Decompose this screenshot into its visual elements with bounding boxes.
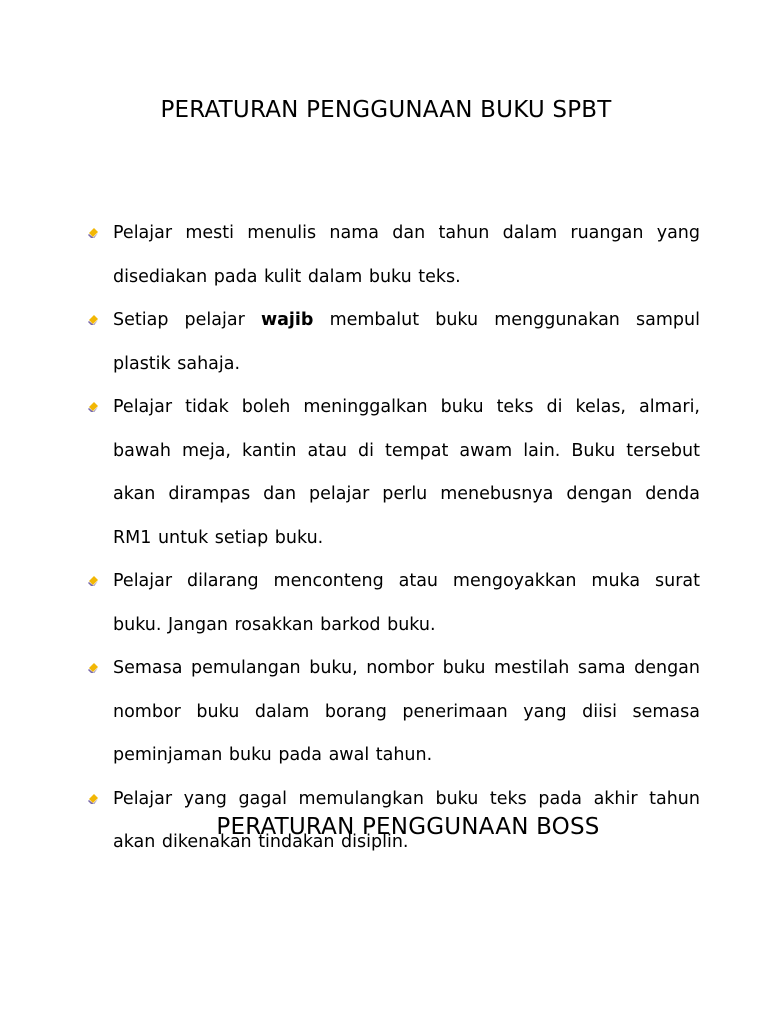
bullet-diamond-icon	[87, 793, 99, 805]
bullet-diamond-icon	[87, 401, 99, 413]
bullet-diamond-icon	[87, 662, 99, 674]
rule-text: Pelajar mesti menulis nama dan tahun dalam ruangan yang disediakan pada kulit dalam buku teks.	[113, 223, 700, 287]
rule-text-after: membalut buku menggunakan sampul plastik sahaja.	[113, 310, 700, 374]
section-title: PERATURAN PENGGUNAAN BOSS	[216, 814, 600, 840]
list-item	[113, 386, 700, 560]
list-item	[113, 647, 700, 778]
page-title: PERATURAN PENGGUNAAN BUKU SPBT	[160, 97, 612, 123]
rules-list	[113, 212, 700, 865]
rule-text: Pelajar tidak boleh meninggalkan buku teks di kelas, almari, bawah meja, kantin atau di tempat awam lain. Buku tersebut akan dirampas dan pelajar perlu menebusnya dengan denda RM1 untuk setiap buku.	[113, 397, 700, 548]
rule-text-before: Setiap pelajar	[113, 310, 261, 330]
list-item	[113, 299, 700, 386]
rule-text: Semasa pemulangan buku, nombor buku mestilah sama dengan nombor buku dalam borang penerimaan yang diisi semasa peminjaman buku pada awal tahun.	[113, 658, 700, 765]
list-item	[113, 212, 700, 299]
list-item	[113, 560, 700, 647]
bullet-diamond-icon	[87, 314, 99, 326]
rule-text: Pelajar dilarang menconteng atau mengoyakkan muka surat buku. Jangan rosakkan barkod buku.	[113, 571, 700, 635]
bullet-diamond-icon	[87, 575, 99, 587]
rule-text-bold: wajib	[260, 310, 314, 330]
rule-text: Pelajar yang gagal memulangkan buku teks pada akhir tahun akan dikenakan tindakan disiplin.	[113, 788, 700, 852]
bullet-diamond-icon	[87, 227, 99, 239]
rule-text	[113, 299, 700, 386]
